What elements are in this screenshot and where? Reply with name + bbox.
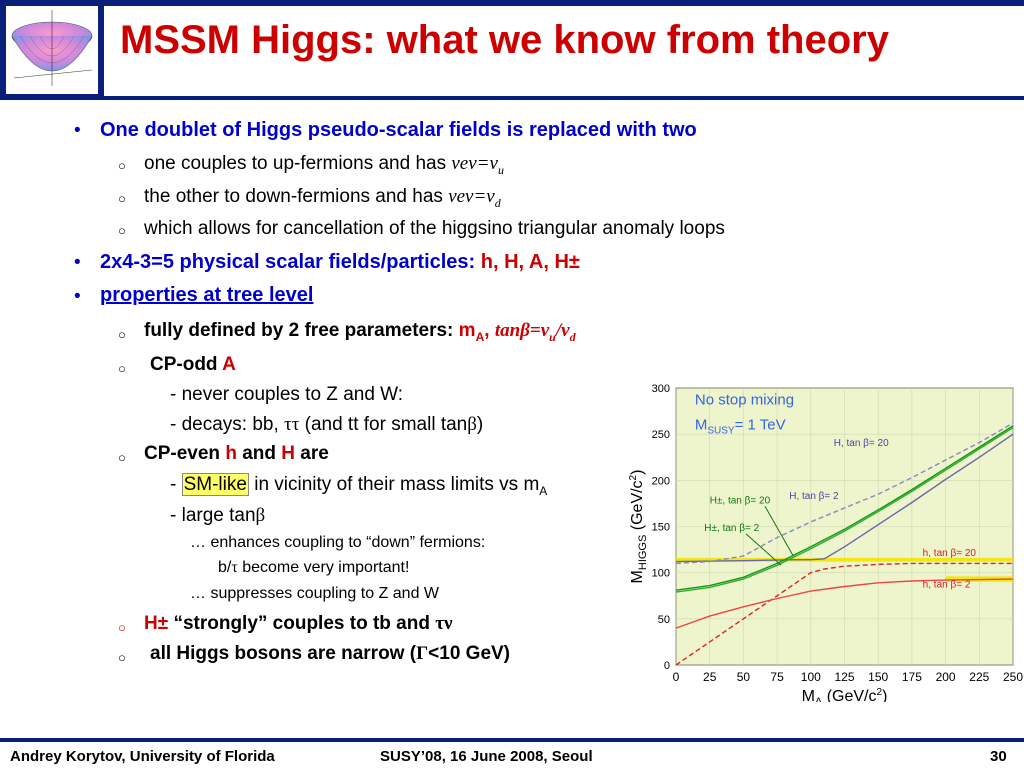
bullet-dot: • bbox=[74, 252, 81, 273]
bullet-dot: • bbox=[74, 286, 81, 307]
footer-bar bbox=[0, 738, 1024, 742]
x-tick-label: 25 bbox=[703, 670, 717, 684]
footer-event: SUSY’08, 16 June 2008, Seoul bbox=[380, 748, 593, 765]
x-tick-label: 225 bbox=[969, 670, 990, 684]
x-tick-label: 150 bbox=[868, 670, 889, 684]
sub-bullet-circle: ○ bbox=[118, 450, 126, 465]
sub-bullet-circle: ○ bbox=[118, 158, 126, 173]
page-number: 30 bbox=[990, 748, 1007, 765]
x-tick-label: 125 bbox=[834, 670, 855, 684]
x-tick-label: 200 bbox=[935, 670, 956, 684]
curve-label: H±, tan β= 2 bbox=[704, 523, 760, 535]
curve-label: h, tan β= 2 bbox=[922, 579, 971, 591]
curve-label: h, tan β= 20 bbox=[922, 548, 976, 560]
bullet-dot: • bbox=[74, 120, 81, 141]
bullet-1-1: one couples to up-fermions and has $vev=v_u$ bbox=[144, 153, 504, 177]
bullet-3-3-b1: … enhances coupling to “down” fermions: bbox=[190, 534, 486, 551]
higgs-mass-plot bbox=[628, 378, 1024, 702]
y-tick-label: 250 bbox=[651, 429, 670, 442]
bullet-3-3-a: - SM-like in vicinity of their mass limits vs $m_A$ bbox=[170, 474, 548, 498]
bullet-3-5: all Higgs bosons are narrow (Γ<10 GeV) bbox=[150, 643, 511, 664]
bullet-3-3: CP-even h and H are bbox=[144, 443, 329, 464]
bullet-3-2-a: - never couples to Z and W: bbox=[170, 384, 404, 405]
x-tick-label: 50 bbox=[736, 670, 751, 684]
bullet-3-1: fully defined by 2 free parameters: $m_A$, $\tan\beta=v_u/v_d$ bbox=[144, 320, 576, 344]
sub-bullet-circle: ○ bbox=[118, 327, 126, 342]
x-tick-label: 250 bbox=[1002, 670, 1024, 684]
x-tick-label: 0 bbox=[672, 670, 680, 684]
curve-label: H, tan β= 20 bbox=[833, 438, 889, 450]
sub-bullet-circle: ○ bbox=[118, 361, 126, 376]
bullet-3-3-b2: b/τ become very important! bbox=[218, 559, 410, 576]
x-tick-label: 75 bbox=[770, 670, 784, 684]
footer-author: Andrey Korytov, University of Florida bbox=[10, 748, 275, 765]
bullet-1: One doublet of Higgs pseudo-scalar fields is replaced with two bbox=[100, 119, 697, 141]
x-tick-label: 175 bbox=[901, 670, 922, 684]
sub-bullet-circle: ○ bbox=[118, 223, 126, 238]
y-tick-label: 0 bbox=[663, 660, 670, 672]
y-tick-label: 200 bbox=[651, 475, 670, 488]
y-axis-label: $M_{HIGGS}$ $(GeV/c^2)$ bbox=[628, 469, 649, 584]
bullet-2: 2x4-3=5 physical scalar fields/particles: h, H, A, H± bbox=[100, 251, 580, 273]
sm-like-highlight: SM-like bbox=[183, 474, 247, 495]
legend-title: No stop mixing bbox=[694, 391, 795, 409]
bullet-1-3: which allows for cancellation of the higgsino triangular anomaly loops bbox=[144, 218, 725, 239]
sub-bullet-circle: ○ bbox=[118, 620, 126, 635]
title-bar-top bbox=[104, 0, 1024, 6]
slide-title: MSSM Higgs: what we know from theory bbox=[120, 18, 889, 62]
bullet-3-2-b: - decays: bb, ττ (and tt for small tanβ) bbox=[170, 414, 484, 435]
bullet-3: properties at tree level bbox=[100, 284, 314, 306]
bullet-3-3-b: - large tanβ bbox=[170, 505, 266, 526]
bullet-1-2: the other to down-fermions and has $vev=v_d$ bbox=[144, 186, 501, 210]
sub-bullet-circle: ○ bbox=[118, 191, 126, 206]
legend-msusy: $M_{SUSY}= 1$ TeV bbox=[694, 416, 786, 437]
y-tick-label: 150 bbox=[651, 521, 670, 534]
x-axis-label: $M_A$ $(GeV/c^2)$ bbox=[801, 687, 888, 702]
bullet-3-3-b3: … suppresses coupling to Z and W bbox=[190, 585, 440, 602]
y-tick-label: 100 bbox=[651, 567, 670, 580]
curve-label: H, tan β= 2 bbox=[789, 490, 839, 502]
title-bar-bottom bbox=[0, 96, 1024, 100]
y-tick-label: 50 bbox=[657, 613, 670, 626]
x-tick-label: 100 bbox=[800, 670, 821, 684]
bullet-3-2: CP-odd A bbox=[150, 354, 236, 375]
logo-image bbox=[6, 6, 98, 94]
sub-bullet-circle: ○ bbox=[118, 650, 126, 665]
curve-label: H±, tan β= 20 bbox=[709, 495, 771, 507]
higgs-mass-chart bbox=[628, 378, 1024, 702]
bullet-3-4: H± “strongly” couples to tb and τν bbox=[144, 613, 453, 634]
y-tick-label: 300 bbox=[651, 383, 670, 395]
